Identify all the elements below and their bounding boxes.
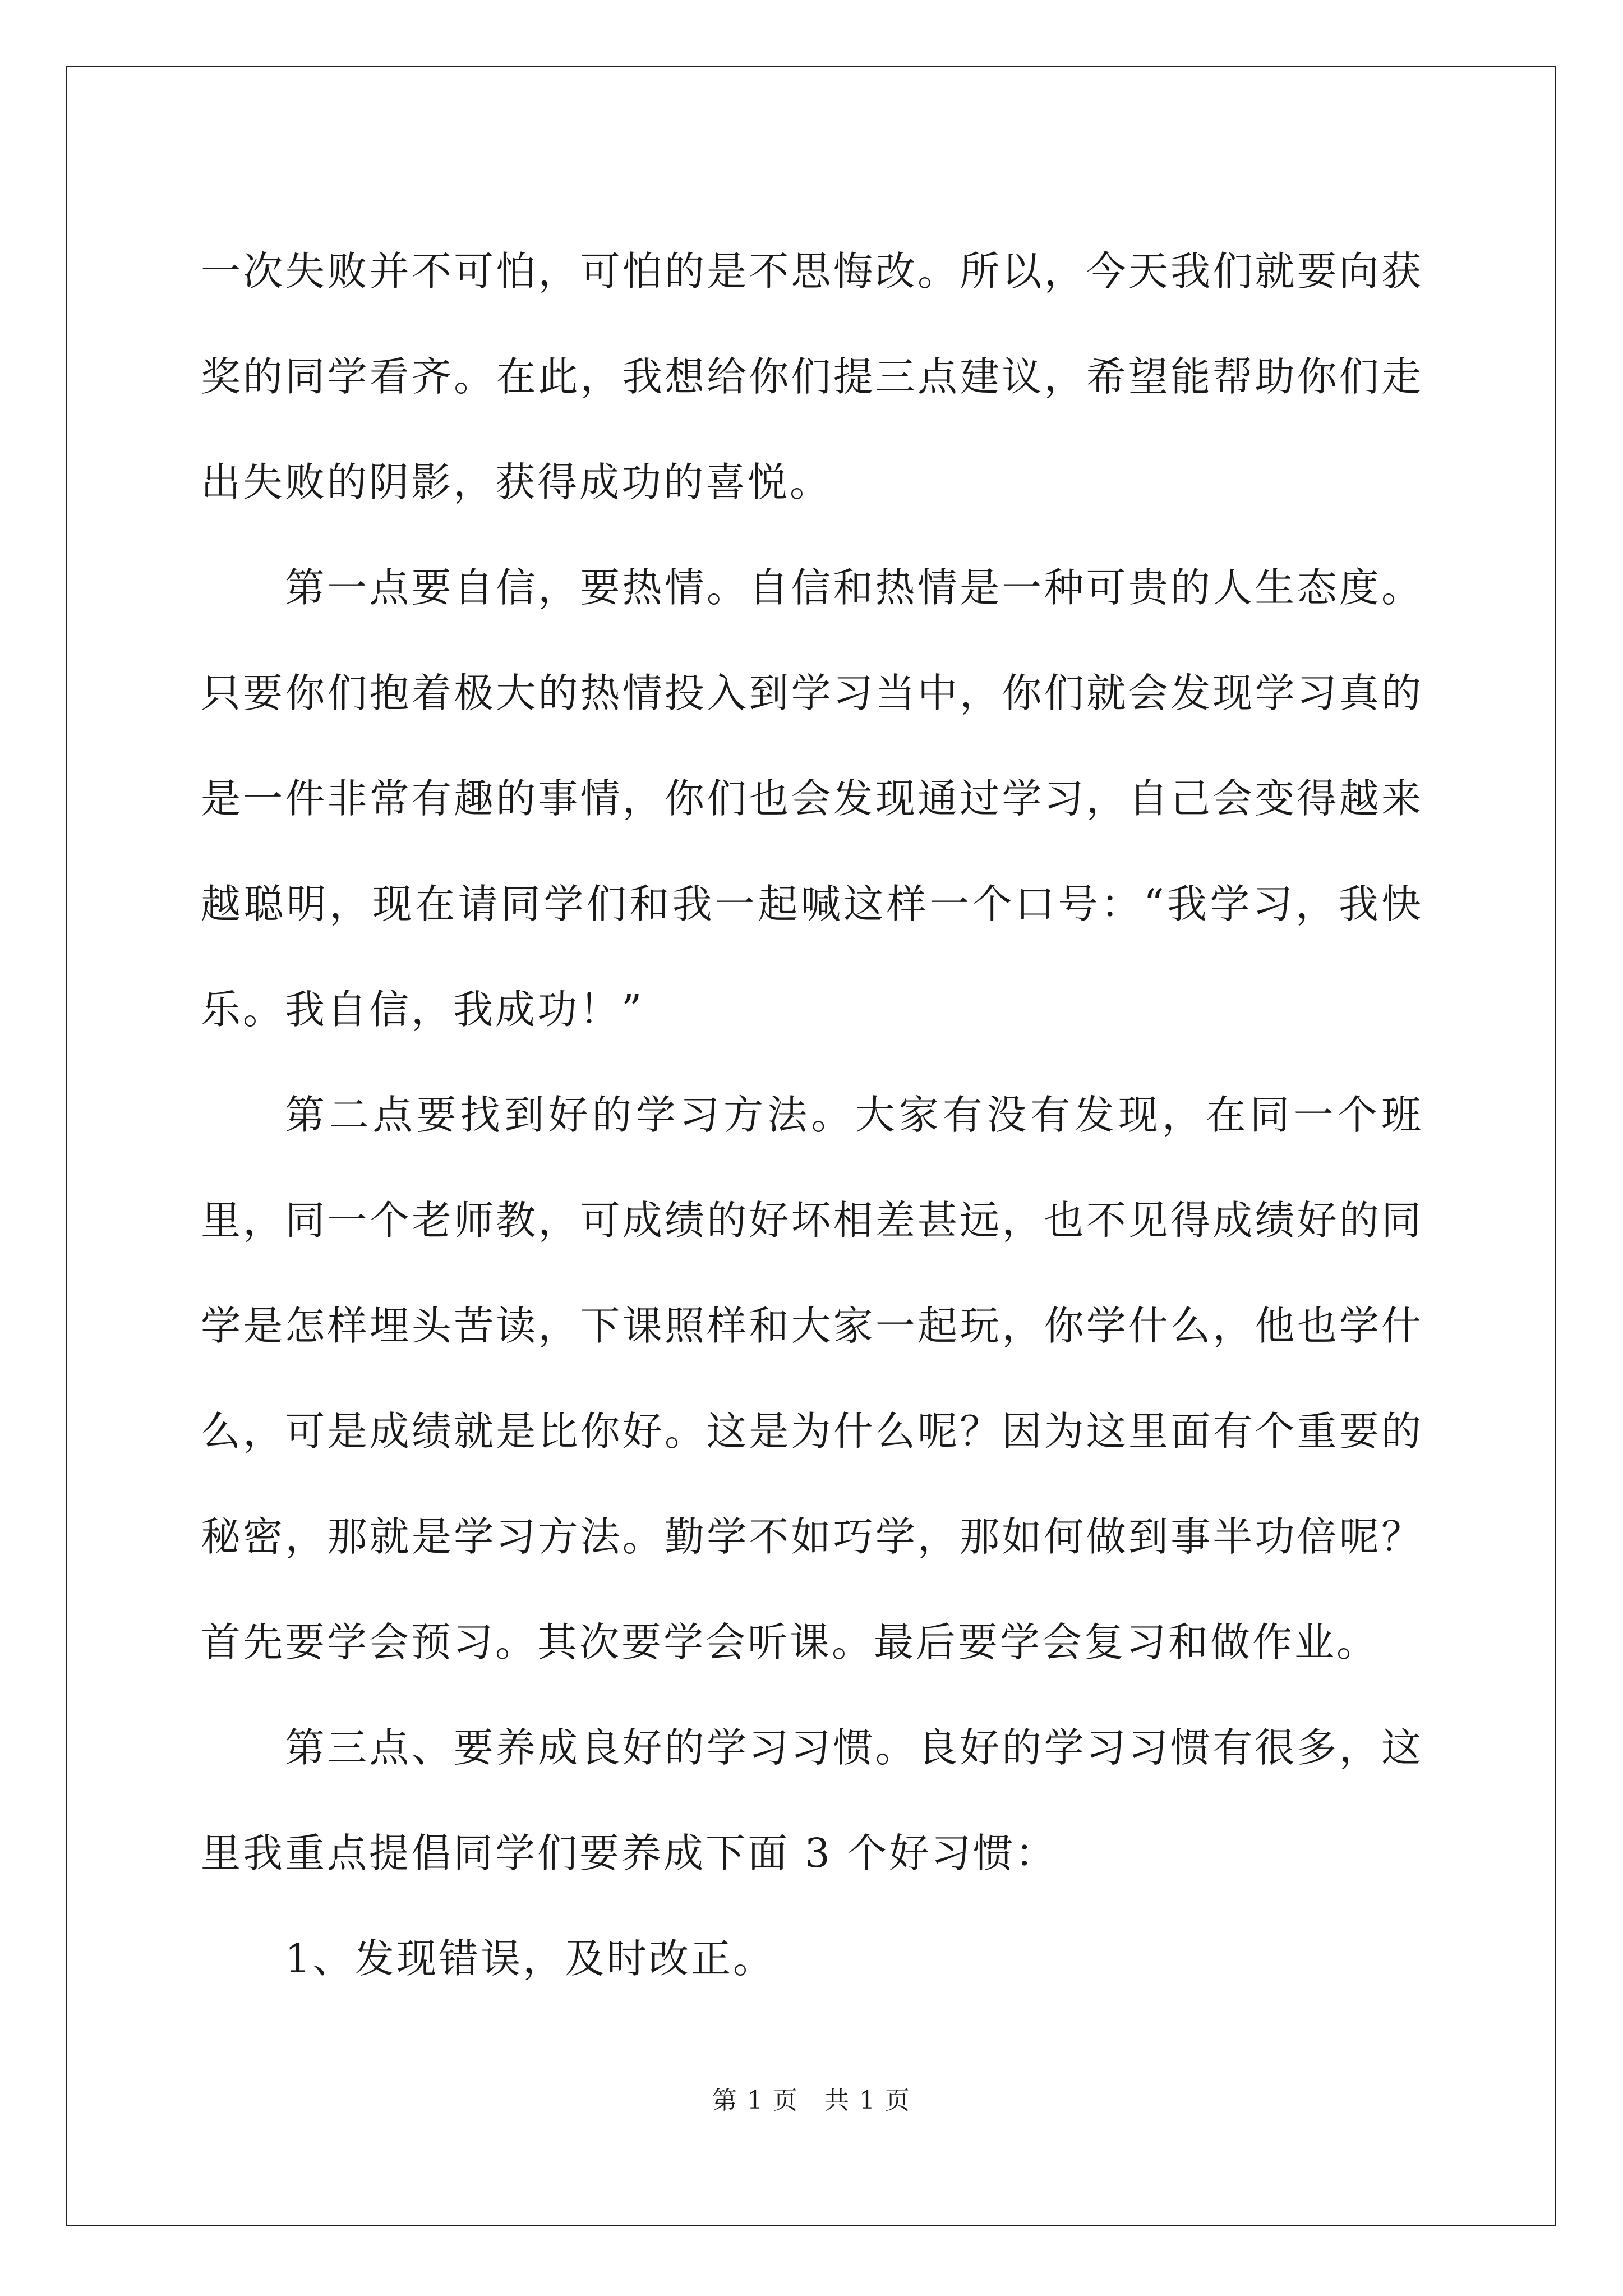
paragraph-point-one: 第一点要自信，要热情。自信和热情是一种可贵的人生态度。只要你们抱着极大的热情投入到学习当中，你们就会发现学习真的是一件非常有趣的事情，你们也会发现通过学习，自己会变得越来越聪明，现在请同学们和我一起喊这样一个口号：“我学习，我快乐。我自信，我成功！” [201,564,1423,1033]
list-item-habit-one: 1、发现错误，及时改正。 [285,1935,776,1982]
document-body [201,219,1423,2012]
page-number: 第 1 页 共 1 页 [712,2086,911,2115]
paragraph-point-two: 第二点要找到好的学习方法。大家有没有发现，在同一个班里，同一个老师教，可成绩的好坏相差甚远，也不见得成绩好的同学是怎样埋头苦读，下课照样和大家一起玩，你学什么，他也学什么，可是成绩就是比你好。这是为什么呢？因为这里面有个重要的秘密，那就是学习方法。勤学不如巧学，那如何做到事半功倍呢？首先要学会预习。其次要学会听课。最后要学会复习和做作业。 [201,1092,1423,1665]
paragraph-intro: 一次失败并不可怕，可怕的是不思悔改。所以，今天我们就要向获奖的同学看齐。在此，我想给你们提三点建议，希望能帮助你们走出失败的阴影，获得成功的喜悦。 [201,248,1423,505]
paragraph-point-three: 第三点、要养成良好的学习习惯。良好的学习习惯有很多，这里我重点提倡同学们要养成下面 3 个好习惯： [201,1724,1423,1876]
